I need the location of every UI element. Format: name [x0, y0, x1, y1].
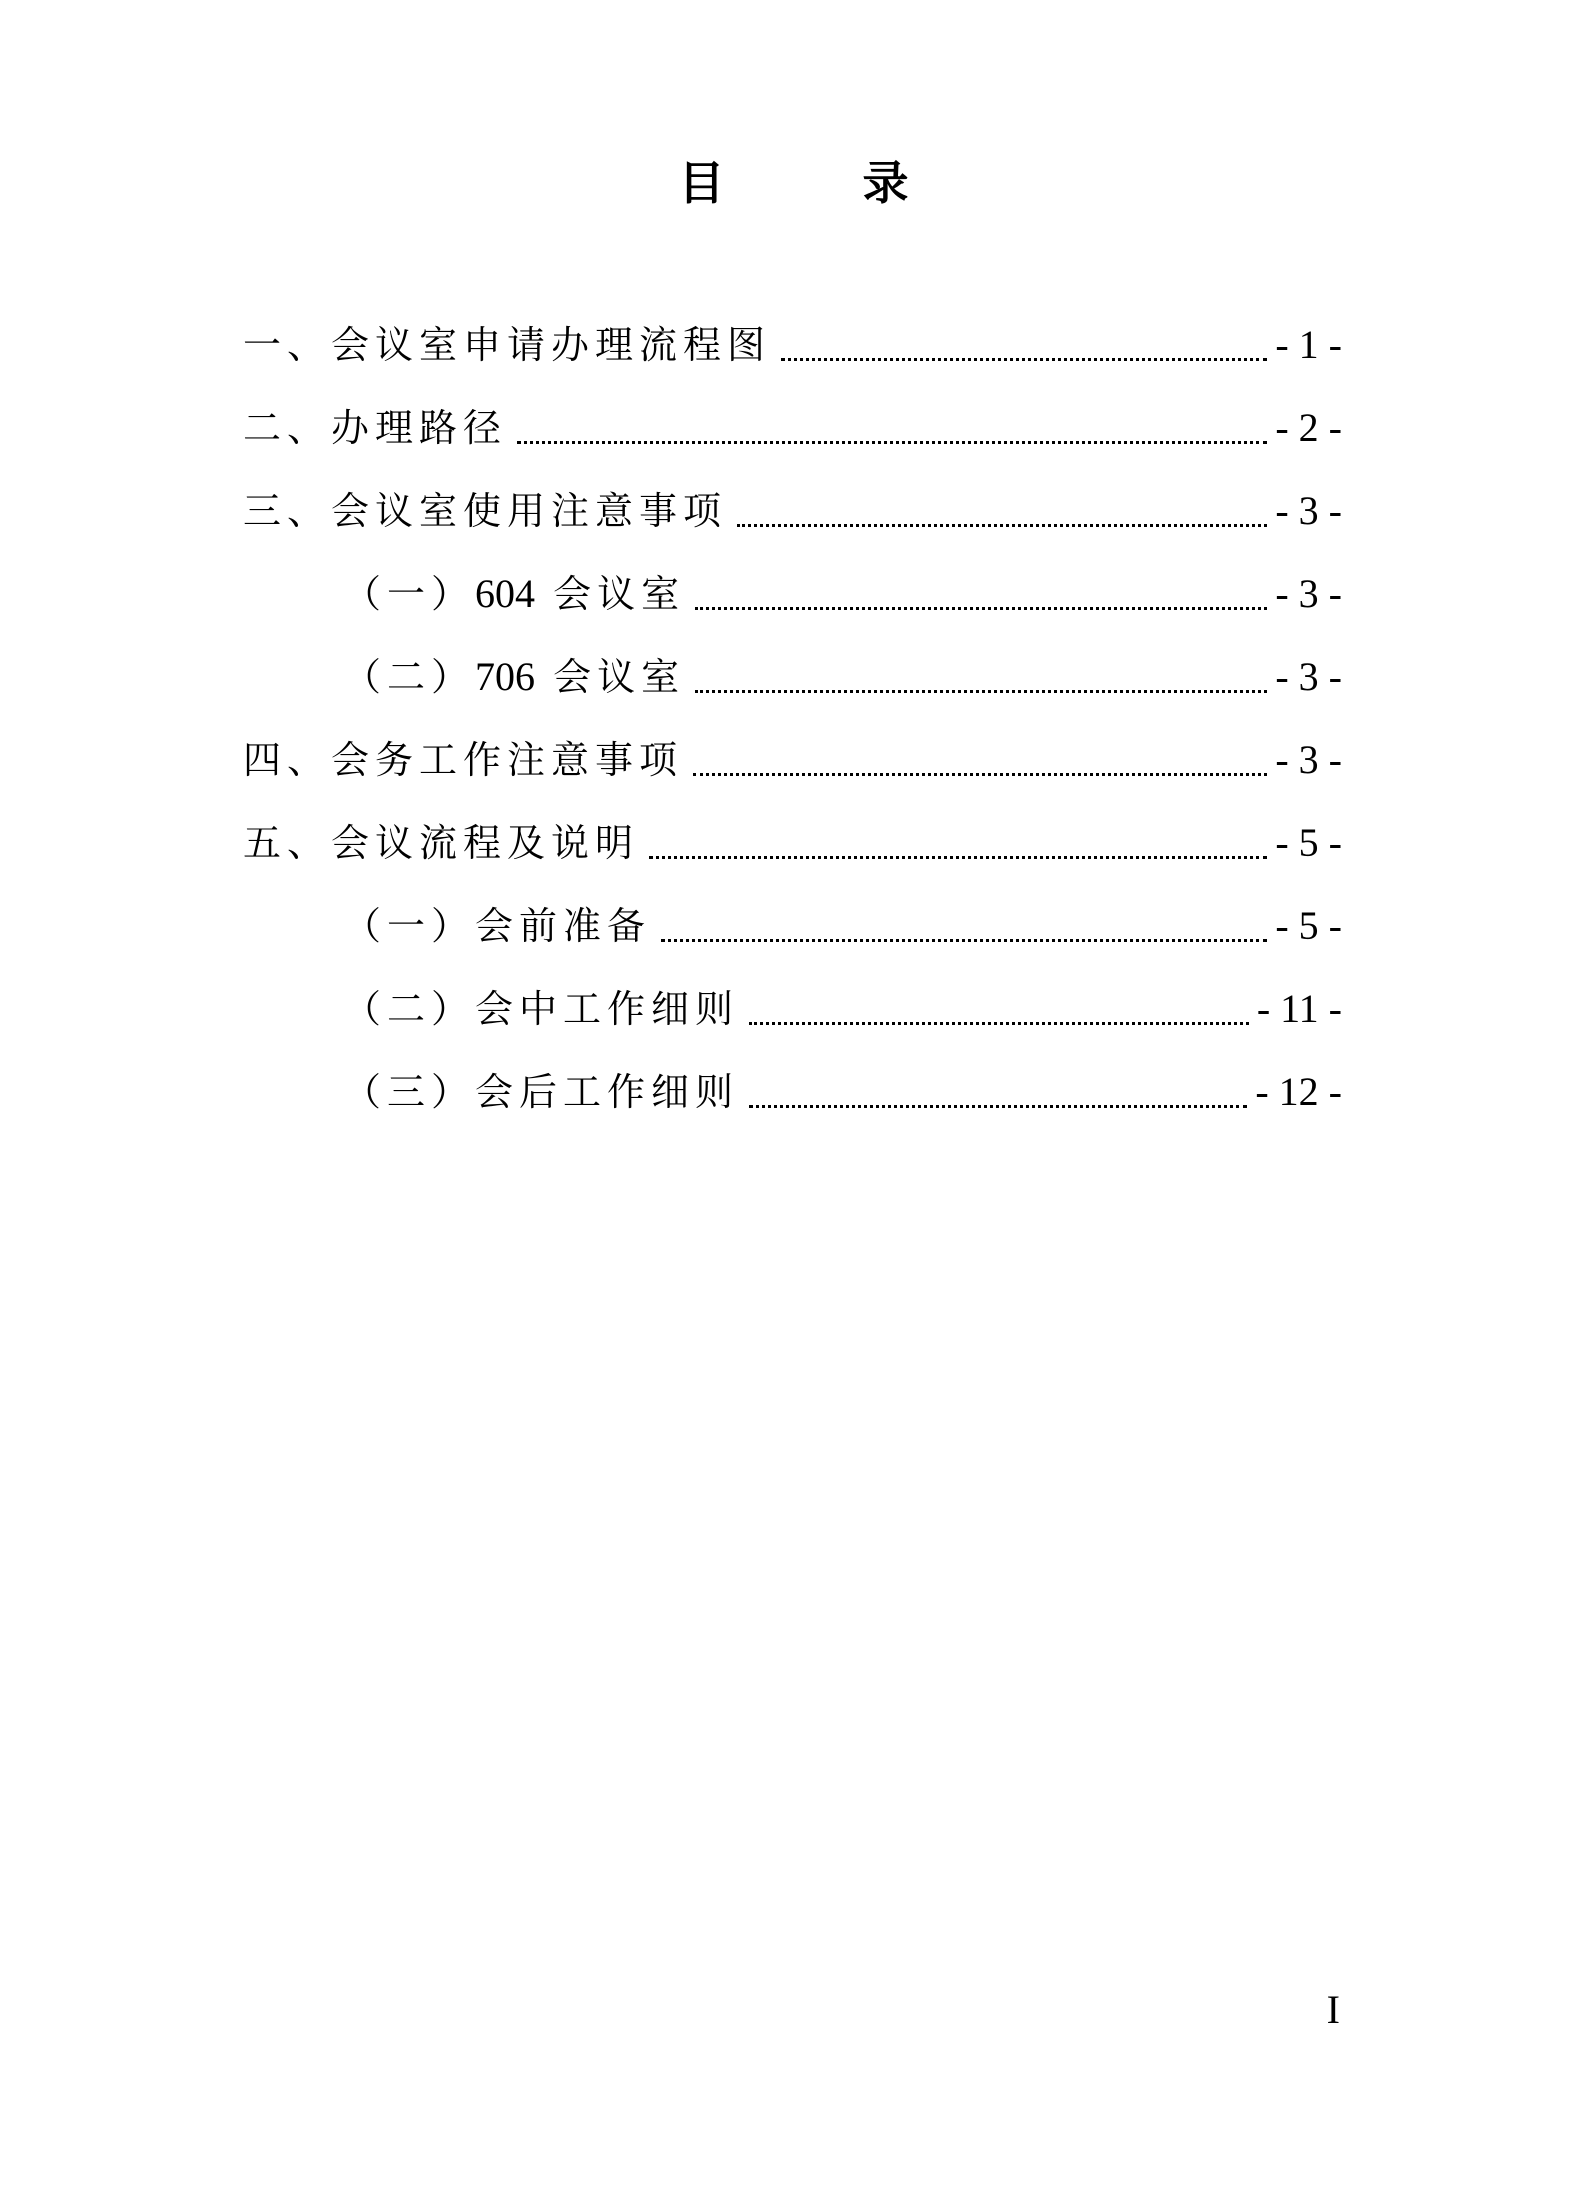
- toc-leader-dots: [781, 358, 1267, 361]
- page-number-footer: I: [1326, 1987, 1340, 2032]
- toc-page-number: - 5 -: [1275, 903, 1342, 948]
- toc-entry[interactable]: [343, 896, 1342, 956]
- toc-page-number: - 3 -: [1275, 571, 1342, 616]
- toc-entry-text: （二）会中工作细则: [343, 987, 740, 1031]
- toc-entry[interactable]: [343, 1062, 1342, 1122]
- toc-leader-dots: [695, 607, 1267, 610]
- toc-page-number: - 3 -: [1275, 737, 1342, 782]
- toc-entry[interactable]: [343, 979, 1342, 1039]
- toc-leader-dots: [737, 524, 1267, 527]
- toc-entry-text: （三）会后工作细则: [343, 1070, 740, 1114]
- toc-entry[interactable]: [243, 481, 1342, 541]
- toc-entry[interactable]: [243, 730, 1342, 790]
- toc-page-number: - 5 -: [1275, 820, 1342, 865]
- toc-entry-text: 三、会议室使用注意事项: [243, 489, 728, 533]
- toc-page-number: - 12 -: [1255, 1069, 1342, 1114]
- toc-page-number: - 2 -: [1275, 405, 1342, 450]
- toc-page-number: - 3 -: [1275, 654, 1342, 699]
- toc-leader-dots: [695, 690, 1267, 693]
- toc-entry-text: （二）706 会议室: [343, 654, 686, 699]
- toc-entry[interactable]: [243, 315, 1342, 375]
- page-title: 目 录: [678, 156, 955, 210]
- toc-page-number: - 11 -: [1256, 986, 1342, 1031]
- toc-entry[interactable]: [343, 564, 1342, 624]
- toc-entry-text: （一）604 会议室: [343, 571, 686, 616]
- toc-entry-text: 二、办理路径: [243, 406, 508, 450]
- toc-entry-text: 一、会议室申请办理流程图: [243, 323, 772, 367]
- toc-entry-text: 四、会务工作注意事项: [243, 738, 684, 782]
- toc-entry-text: （一）会前准备: [343, 904, 652, 948]
- toc-entry[interactable]: [343, 647, 1342, 707]
- toc-leader-dots: [693, 773, 1267, 776]
- toc-page-number: - 3 -: [1275, 488, 1342, 533]
- toc-entry[interactable]: [243, 813, 1342, 873]
- toc-entry[interactable]: [243, 398, 1342, 458]
- toc-leader-dots: [517, 441, 1267, 444]
- toc-leader-dots: [749, 1105, 1247, 1108]
- toc-leader-dots: [661, 939, 1267, 942]
- toc-entry-text: 五、会议流程及说明: [243, 821, 640, 865]
- toc-page-number: - 1 -: [1275, 322, 1342, 367]
- toc-leader-dots: [649, 856, 1267, 859]
- toc-leader-dots: [749, 1022, 1249, 1025]
